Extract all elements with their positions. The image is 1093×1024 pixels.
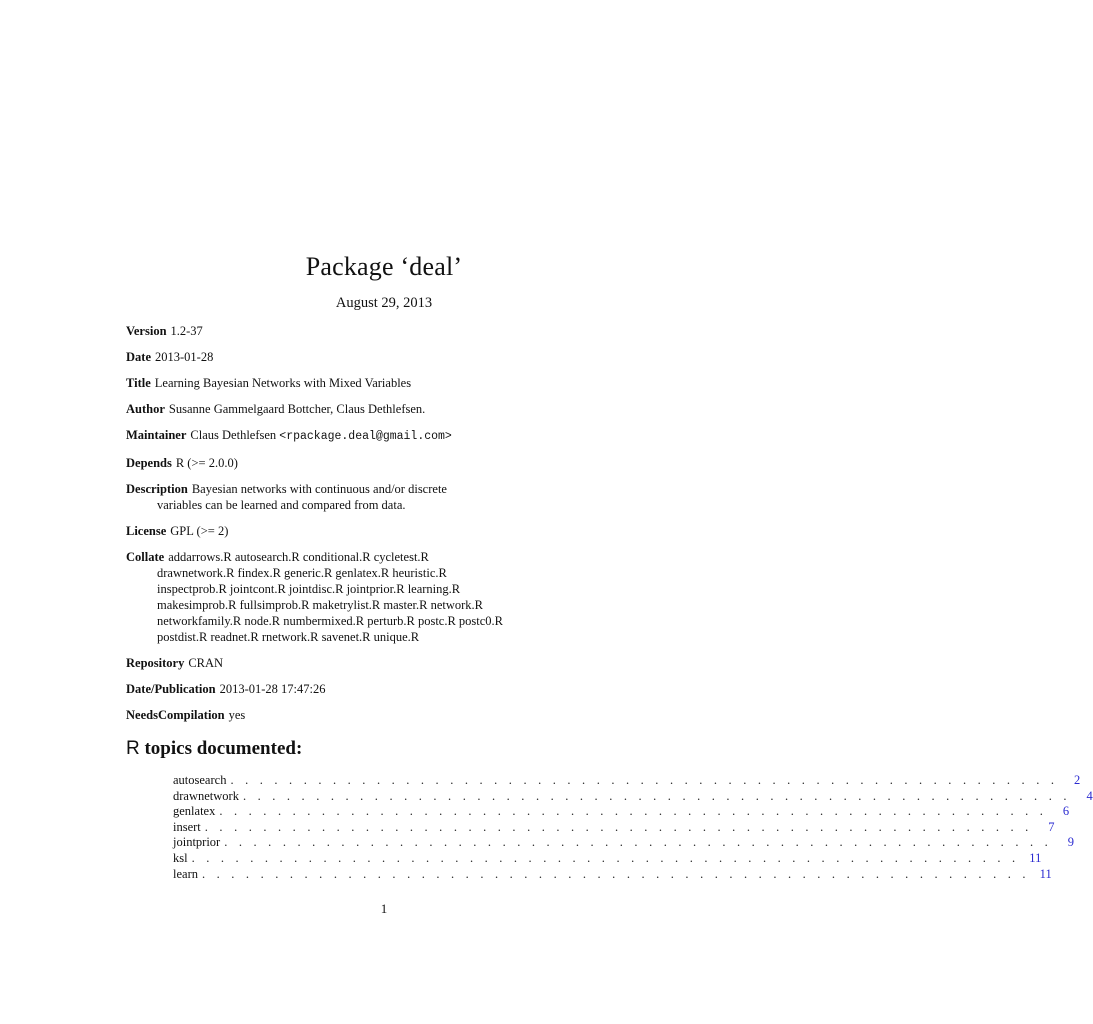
package-date: August 29, 2013: [335, 295, 433, 311]
field-value-line: drawnetwork.R findex.R generic.R genlatex.R heuristic.R: [157, 566, 447, 580]
field-key: Collate: [126, 550, 165, 564]
field-depends: [126, 455, 666, 471]
field-key: Description: [126, 482, 188, 496]
toc-entry-name: insert: [173, 819, 201, 834]
page-number: 1: [380, 901, 388, 916]
toc-page-link[interactable]: 11: [1029, 850, 1042, 865]
field-license: [126, 523, 666, 539]
toc-entry[interactable]: [173, 788, 1093, 805]
field-key: Version: [126, 324, 167, 338]
field-maintainer: [126, 427, 666, 445]
field-key: Depends: [126, 456, 172, 470]
field-key: Author: [126, 402, 165, 416]
field-value-line: variables can be learned and compared from data.: [157, 498, 406, 512]
field-needs-compilation: [126, 707, 666, 723]
toc-entry-name: genlatex: [173, 804, 216, 819]
description-fields: [126, 323, 666, 733]
field-version: [126, 323, 666, 339]
toc-page-link[interactable]: 11: [1039, 866, 1052, 881]
toc-leader-dots: . . . . . . . . . . . . . . . . . . . . . . . . . . . . . . . . . . . . . . . . . . . . . . . . . . . . . . . . .: [230, 773, 1059, 787]
field-value: 1.2-37: [170, 324, 203, 338]
field-value: 2013-01-28 17:47:26: [219, 682, 326, 696]
toc-heading: [126, 738, 302, 760]
field-value: Bayesian networks with continuous and/or discrete: [191, 482, 447, 496]
toc-leader-dots: . . . . . . . . . . . . . . . . . . . . . . . . . . . . . . . . . . . . . . . . . . . . . . . . . . . . . . . . .: [219, 804, 1048, 819]
toc-entry-name: jointprior: [173, 835, 221, 850]
toc-leader-dots: . . . . . . . . . . . . . . . . . . . . . . . . . . . . . . . . . . . . . . . . . . . . . . . . . . . . . . . . .: [224, 835, 1052, 850]
field-author: [126, 401, 666, 417]
field-key: NeedsCompilation: [126, 708, 225, 722]
table-of-contents: [173, 773, 1093, 882]
field-value-line: inspectprob.R jointcont.R jointdisc.R jointprior.R learning.R: [157, 582, 461, 596]
field-value: R (>= 2.0.0): [175, 456, 238, 470]
field-value: Claus Dethlefsen: [190, 428, 277, 442]
field-date-publication: [126, 681, 666, 697]
field-description: [126, 481, 666, 513]
toc-leader-dots: . . . . . . . . . . . . . . . . . . . . . . . . . . . . . . . . . . . . . . . . . . . . . . . . . . . . . . . . .: [201, 866, 1030, 881]
field-key: License: [126, 524, 167, 538]
toc-page-link[interactable]: 4: [1086, 788, 1093, 803]
field-value: addarrows.R autosearch.R conditional.R cycletest.R: [168, 550, 429, 564]
field-value-line: makesimprob.R fullsimprob.R maketrylist.R master.R network.R: [157, 598, 484, 612]
field-key: Date/Publication: [126, 682, 216, 696]
toc-entry[interactable]: [173, 866, 1052, 883]
field-repository: [126, 655, 666, 671]
toc-entry[interactable]: [173, 819, 1055, 836]
field-value: CRAN: [188, 656, 224, 670]
toc-entry-name: autosearch: [173, 773, 227, 787]
toc-entry-name: learn: [173, 866, 198, 881]
field-value-line: networkfamily.R node.R numbermixed.R perturb.R postc.R postc0.R: [157, 614, 504, 628]
field-value: GPL (>= 2): [170, 524, 229, 538]
toc-leader-dots: . . . . . . . . . . . . . . . . . . . . . . . . . . . . . . . . . . . . . . . . . . . . . . . . . . . . . . . . .: [204, 819, 1033, 834]
toc-heading-r: R: [126, 738, 140, 759]
field-value: yes: [228, 708, 246, 722]
toc-leader-dots: . . . . . . . . . . . . . . . . . . . . . . . . . . . . . . . . . . . . . . . . . . . . . . . . . . . . . . . . .: [191, 850, 1020, 865]
field-collate: [126, 549, 666, 645]
toc-page-link[interactable]: 6: [1062, 804, 1070, 819]
package-title: Package ‘deal’: [305, 252, 463, 281]
toc-entry[interactable]: [173, 850, 1042, 867]
toc-page-link[interactable]: 2: [1073, 773, 1081, 787]
field-key: Maintainer: [126, 428, 187, 442]
field-value: 2013-01-28: [155, 350, 214, 364]
field-key: Date: [126, 350, 151, 364]
toc-entry-name: drawnetwork: [173, 788, 239, 803]
toc-page-link[interactable]: 9: [1067, 835, 1074, 850]
maintainer-email: <rpackage.deal@gmail.com>: [279, 430, 452, 443]
field-value: Susanne Gammelgaard Bottcher, Claus Dethlefsen.: [168, 402, 426, 416]
field-date: [126, 349, 666, 365]
toc-page-link[interactable]: 7: [1048, 819, 1055, 834]
toc-entry[interactable]: [173, 773, 1081, 789]
field-key: Title: [126, 376, 151, 390]
field-value-line: postdist.R readnet.R rnetwork.R savenet.R unique.R: [157, 630, 420, 644]
toc-leader-dots: . . . . . . . . . . . . . . . . . . . . . . . . . . . . . . . . . . . . . . . . . . . . . . . . . . . . . . . . .: [242, 788, 1071, 803]
toc-entry-name: ksl: [173, 850, 188, 865]
field-value: Learning Bayesian Networks with Mixed Variables: [154, 376, 412, 390]
toc-entry[interactable]: [173, 804, 1070, 820]
toc-entry[interactable]: [173, 835, 1074, 851]
field-key: Repository: [126, 656, 185, 670]
toc-heading-text: topics documented:: [139, 738, 303, 759]
field-title: [126, 375, 666, 391]
